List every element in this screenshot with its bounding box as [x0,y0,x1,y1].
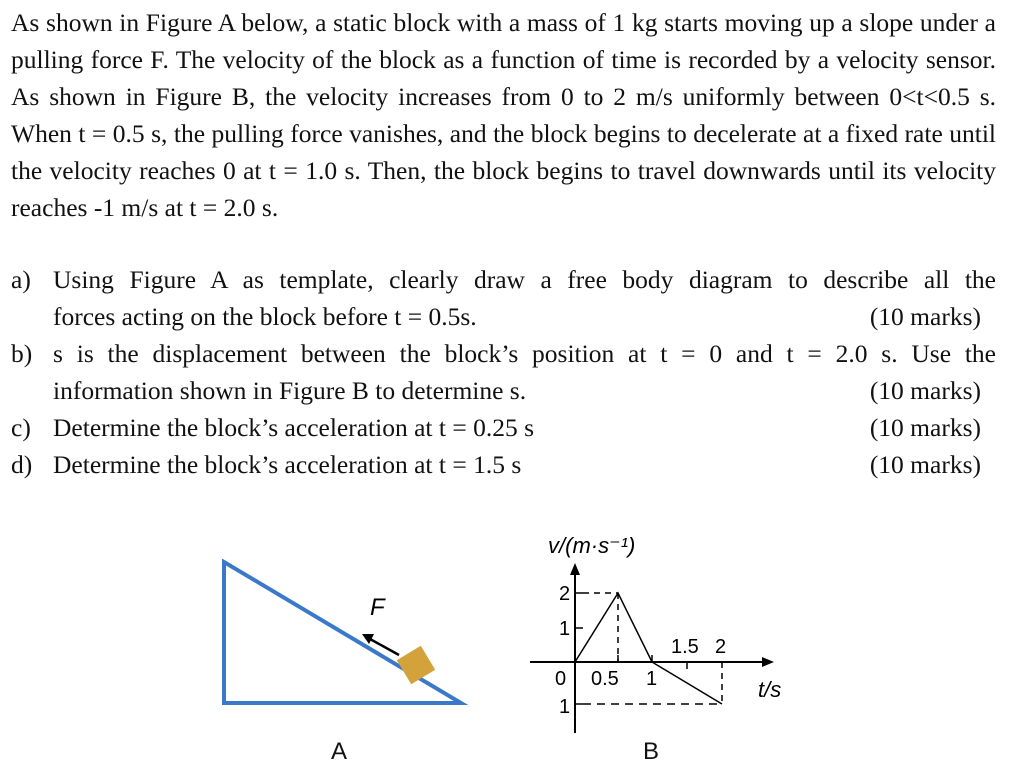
x-tick-label: 1.5 [671,636,699,658]
x-axis-arrowhead [762,657,774,667]
slope-triangle [224,562,461,703]
question-label: d) [11,450,33,479]
problem-intro [11,4,996,226]
question-text-line1: Using Figure A as template, clearly draw a free body diagram to describe all the [53,265,996,294]
marks-label: (10 marks) [869,413,981,442]
question-text: Determine the block’s acceleration at t = 1.5 s (10 marks) [53,446,996,483]
intro-text: As shown in Figure A below, a static block with a mass of 1 kg starts moving up a slope under a pulling force F. The velocity of the block as a function of time is recorded by a velocity sensor. As shown in Figure B, the velocity increases from 0 to 2 m/s uniformly between 0<t<0.5 s. When t = 0.5 s, the pulling force vanishes, and the block begins to decelerate at a fixed rate until the velocity reaches 0 at t = 1.0 s. Then, the block begins to travel downwards until its velocity reaches -1 m/s at t = 2.0 s. [11,8,996,222]
y-axis-arrowhead [570,563,580,575]
block [397,646,435,684]
marks-label: (10 marks) [869,302,981,331]
question-text-line1: s is the displacement between the block’s position at t = 0 and t = 2.0 s. Use the [53,339,996,368]
y-tick-label: 2 [559,583,571,605]
x-axis-label: t/s [758,677,782,702]
question-text-line2: forces acting on the block before t = 0.5s. (10 marks) [53,298,996,335]
marks-label: (10 marks) [869,376,981,405]
question-c [11,409,996,446]
x-tick-label: 0.5 [591,668,619,690]
question-label: c) [11,413,31,442]
question-text: Determine the block’s acceleration at t = 0.25 s (10 marks) [53,409,996,446]
question-a [11,261,996,335]
question-label: a) [11,265,31,294]
x-tick-label: 1 [646,668,658,690]
y-tick-label: 1 [559,696,571,718]
y-tick-label: 1 [559,618,571,640]
figure-b [530,525,800,740]
question-label: b) [11,339,33,368]
question-d [11,446,996,483]
figure-b-caption: B [643,738,660,765]
question-text-line2: information shown in Figure B to determine s. (10 marks) [53,372,996,409]
marks-label: (10 marks) [869,450,981,479]
figure-a [215,555,475,715]
question-b [11,335,996,409]
force-label: F [370,594,385,621]
question-list [11,261,996,483]
y-axis-label: v/(m·s⁻¹) [548,533,636,558]
figure-a-caption: A [331,738,348,765]
y-tick-label: 0 [555,668,567,690]
x-tick-label: 2 [715,636,727,658]
